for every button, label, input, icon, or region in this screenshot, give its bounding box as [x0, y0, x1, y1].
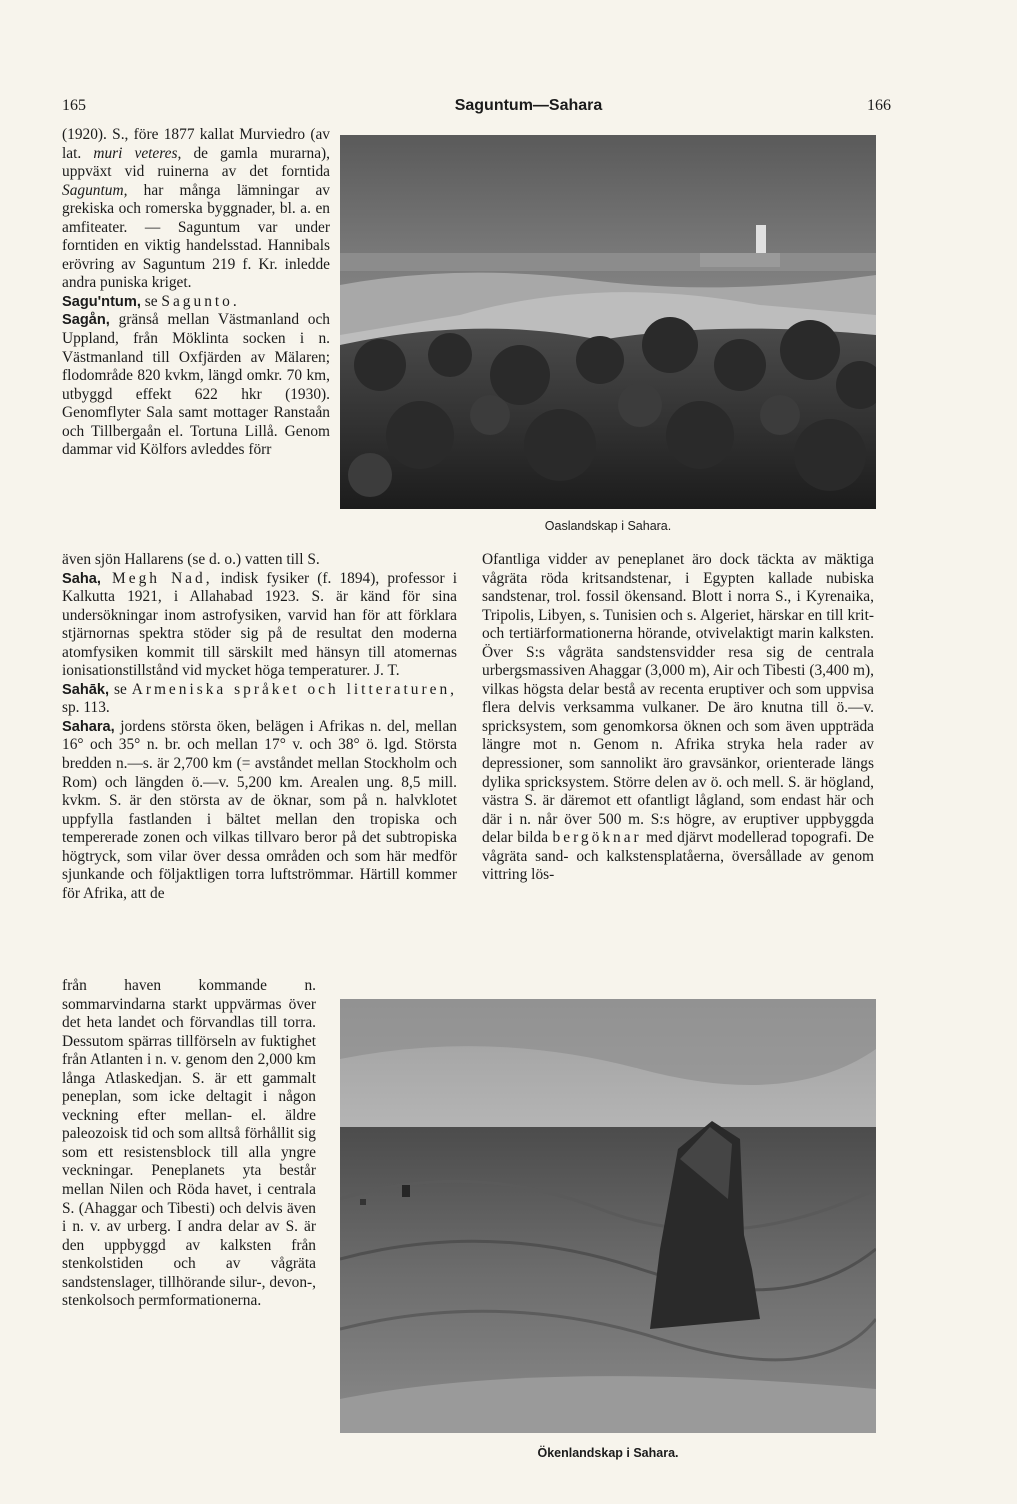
- entry-headword: Sagu'ntum,: [62, 293, 141, 310]
- entry-text: sp. 113.: [62, 699, 110, 717]
- left-column-bottom: [62, 977, 316, 1311]
- cross-reference: Armeniska språket och litteraturen,: [131, 680, 457, 698]
- saguntum-text-2: de gamla murarna), uppväxt vid ruinerna av det forntida: [62, 144, 331, 181]
- entry-sagu-ntum: [62, 293, 330, 312]
- desert-image: [340, 999, 876, 1433]
- entry-sagan: [62, 311, 330, 459]
- sahara-continuation: från haven kommande n. sommarvindarna starkt uppvärmas över det heta landet och förvandlas till torra. Dessutom spärras tillförseln av fuktighet från Atlanten i n. v. genom den 2,000 km långa Atlaskedjan. S. är ett gammalt peneplan, som icke deltagit i någon veckning efter mellan- el. äldre paleozoisk tid och som alltså förhållit sig som ett resistensblock till alla yngre veckningar. Peneplanets yta består mellan Nilen och Röda havet, i centrala S. (Ahaggar och Tibesti) och delvis även i n. v. av urberg. I andra delar av S. är den uppbyggd av kalksten från stenkolstiden och av vågräta sandstenslager, tillhörande silur-, devon-, stenkolsoch permformationerna.: [62, 977, 316, 1310]
- desert-caption: Ökenlandskap i Sahara.: [537, 1446, 679, 1460]
- running-head: [0, 97, 1017, 119]
- oasis-caption: Oaslandskap i Sahara.: [544, 519, 672, 533]
- entry-saha: [62, 570, 457, 681]
- saguntum-italic-2: Saguntum,: [62, 181, 128, 199]
- entry-text: jordens största öken, belägen i Afrikas n. del, mellan 16° och 35° n. br. och mellan 17° v. och 38° ö. lgd. Största bredden n.—s. är 2,700 km (= avståndet mellan Stockholm och Rom) och längden ö.—v. 5,200 km. Arealen ung. 8,5 mill. kvkm. S. är den största av de öknar, som på n. halvklotet uppfylla fastlanden i bältet mellan den tropiska och tempererade zonen och vilkas tillvaro beror på det subtropiska högtryck, som vilar över dessa områden och som här medför sjunkande och följaktligen torra luftströmmar. Härtill kommer för Afrika, att de: [62, 717, 457, 902]
- author-signature: J. T.: [370, 662, 400, 680]
- entry-headword: Saha,: [62, 570, 101, 587]
- entry-see: se: [140, 292, 162, 310]
- oasis-image: [340, 135, 876, 509]
- saguntum-italic-1: muri veteres,: [93, 144, 182, 162]
- saguntum-text-1: (1920). S., före 1877 kallat Murviedro (av lat.: [62, 126, 330, 162]
- saguntum-paragraph: [62, 126, 330, 293]
- saguntum-text-3: har många lämningar av grekiska och romerska byggnader, bl. a. en amfiteater. — Saguntum var under forntiden en viktig handelsstad. Hannibals erövring av Saguntum 219 f. Kr. inledde andra puniska kriget.: [62, 181, 330, 292]
- cross-reference: Sagunto.: [161, 292, 240, 310]
- sagan-continuation: även sjön Hallarens (se d. o.) vatten till S.: [62, 551, 320, 568]
- right-column: [482, 551, 874, 885]
- oasis-photo: [340, 135, 876, 509]
- entry-name: Megh Nad,: [100, 569, 213, 587]
- entry-sahak: [62, 681, 457, 718]
- entry-headword: Sagån,: [62, 312, 110, 329]
- page-number-right: 166: [867, 97, 891, 114]
- left-column-top: [62, 126, 330, 460]
- sahara-geology-paragraph: [482, 551, 874, 885]
- left-column-middle: [62, 551, 457, 903]
- desert-photo: [340, 999, 876, 1433]
- page-number-left: 165: [62, 97, 86, 114]
- paragraph-text-2: med djärvt modellerad topografi. De vågräta sand- och kalkstensplatåerna, översållade av genom vittring lös-: [482, 829, 875, 884]
- entry-headword: Sahāk,: [62, 681, 110, 698]
- cross-reference: bergöknar: [552, 829, 642, 847]
- entry-text: indisk fysiker (f. 1894), professor i Kalkutta 1921, i Allahabad 1923. S. är känd för sina undersökningar inom astrofysiken, varvid han för att förklara stjärnornas spektra stöder sig på de resultat den moderna atomfysiken kommit till särskilt med hänsyn till atomernas ionisationstillstånd vid mycket höga temperaturer.: [62, 569, 457, 680]
- entry-see: se: [109, 680, 132, 698]
- running-title: Saguntum—Sahara: [454, 97, 603, 114]
- entry-sahara: [62, 718, 457, 903]
- paragraph-text-1: Ofantliga vidder av peneplanet äro dock täckta av mäktiga vågräta röda kritsandstenar, i Egypten kallade nubiska sandstenar, trol. fossil ökensand. Blott i norra S., i Kyrenaika, Tripolis, Libyen, s. Tunisien och s. Algeriet, härskar en till krit- och tertiärformationerna hörande, otvivelaktigt marin kalksten. Över S:s vågräta sandstensvidder resa sig de centrala urbergsmassiven Ahaggar (3,000 m), Air och Tibesti (3,400 m), vilkas högsta delar bestå av recenta eruptiver och som uppvisa flera delvis verksamma vulkaner. De äro knutna till ö.—v. spricksystem, som genomkorsa öknen och som även uppträda längre mot n. Genom n. Afrika stryka hela rader av depressioner, som sannolikt äro gravsänkor, orienterade längs dylika spricksystem. Större delen av ö. och mell. S. är högland, västra S. är däremot ett ofantligt lågland, som endast här och där i n. når över 500 m. S:s högre, av eruptiver uppbyggda delar bilda: [482, 551, 874, 847]
- entry-text: gränså mellan Västmanland och Uppland, från Möklinta socken i n. Västmanland till Oxfjärden av Mälaren; flodområde 820 kvkm, längd omkr. 70 km, utbyggd effekt 622 hkr (1930). Genomflyter Sala samt mottager Ranstaån och Tillbergaån el. Tortuna Lillå. Genom dammar vid Kölfors avleddes förr: [62, 311, 330, 459]
- entry-headword: Sahara,: [62, 718, 115, 735]
